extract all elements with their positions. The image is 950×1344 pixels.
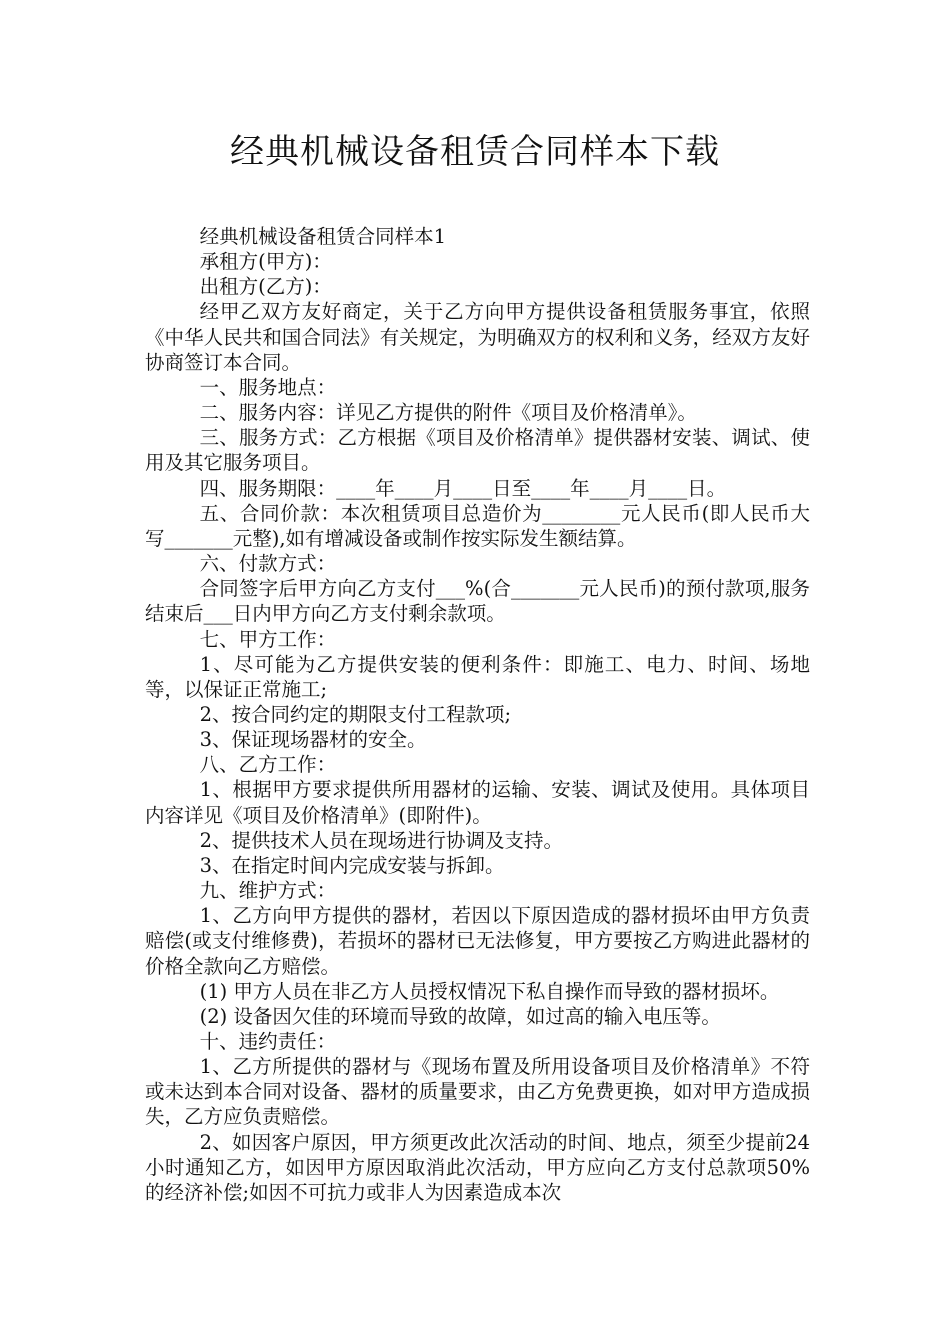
contract-sample-heading: 经典机械设备租赁合同样本1: [199, 225, 447, 248]
section-party-a-duties: 七、甲方工作：: [199, 627, 337, 651]
section-party-b-duties: 八、乙方工作：: [199, 753, 337, 777]
preamble-paragraph: 经甲乙双方友好商定，关于乙方向甲方提供设备租赁服务事宜，依照《中华人民共和国合同法》有关规定，为明确双方的权利和义务，经双方友好协商签订本合同。: [145, 300, 810, 374]
section-payment-method: 六、付款方式：: [199, 552, 337, 576]
document-body: [145, 224, 810, 1205]
party-a-duty-3: 3、保证现场器材的安全。: [199, 728, 427, 752]
party-a-duty-2: 2、按合同约定的期限支付工程款项;: [199, 702, 512, 726]
section-service-content: 二、服务内容：详见乙方提供的附件《项目及价格清单》。: [199, 401, 697, 425]
party-b-duty-1: 1、根据甲方要求提供所用器材的运输、安装、调试及使用。具体项目内容详见《项目及价格清单》(即附件)。: [145, 778, 810, 827]
document-title: 经典机械设备租赁合同样本下载: [230, 132, 720, 172]
maintenance-subclause-2: (2) 设备因欠佳的环境而导致的故障，如过高的输入电压等。: [199, 1004, 721, 1028]
section-contract-price: 五、合同价款：本次租赁项目总造价为________元人民币(即人民币大写_______元整),如有增减设备或制作按实际发生额结算。: [145, 501, 810, 550]
party-b-duty-3: 3、在指定时间内完成安装与拆卸。: [199, 853, 505, 877]
payment-terms-paragraph: 合同签字后甲方向乙方支付___%(合_______元人民币)的预付款项,服务结束后___日内甲方向乙方支付剩余款项。: [145, 577, 810, 626]
liability-clause-2: 2、如因客户原因，甲方须更改此次活动的时间、地点，须至少提前24小时通知乙方，如因甲方原因取消此次活动，甲方应向乙方支付总款项50%的经济补偿;如因不可抗力或非人为因素造成本次: [145, 1130, 810, 1204]
party-a-duty-1: 1、尽可能为乙方提供安装的便利条件：即施工、电力、时间、场地等，以保证正常施工;: [145, 652, 810, 701]
lessee-line: 承租方(甲方)：: [199, 250, 332, 274]
section-service-method: 三、服务方式：乙方根据《项目及价格清单》提供器材安装、调试、使用及其它服务项目。: [145, 426, 810, 475]
section-service-period: 四、服务期限：____年____月____日至____年____月____日。: [199, 476, 727, 500]
section-service-location: 一、服务地点：: [199, 375, 337, 399]
section-liability: 十、违约责任：: [199, 1030, 337, 1053]
maintenance-subclause-1: (1) 甲方人员在非乙方人员授权情况下私自操作而导致的器材损坏。: [199, 979, 780, 1003]
party-b-duty-2: 2、提供技术人员在现场进行协调及支持。: [199, 828, 564, 852]
liability-clause-1: 1、乙方所提供的器材与《现场布置及所用设备项目及价格清单》不符或未达到本合同对设备、器材的质量要求，由乙方免费更换，如对甲方造成损失，乙方应负责赔偿。: [145, 1055, 810, 1129]
lessor-line: 出租方(乙方)：: [199, 275, 332, 299]
section-maintenance: 九、维护方式：: [199, 879, 337, 903]
maintenance-clause-1: 1、乙方向甲方提供的器材，若因以下原因造成的器材损坏由甲方负责赔偿(或支付维修费)，若损坏的器材已无法修复，甲方要按乙方购进此器材的价格全款向乙方赔偿。: [145, 904, 810, 978]
